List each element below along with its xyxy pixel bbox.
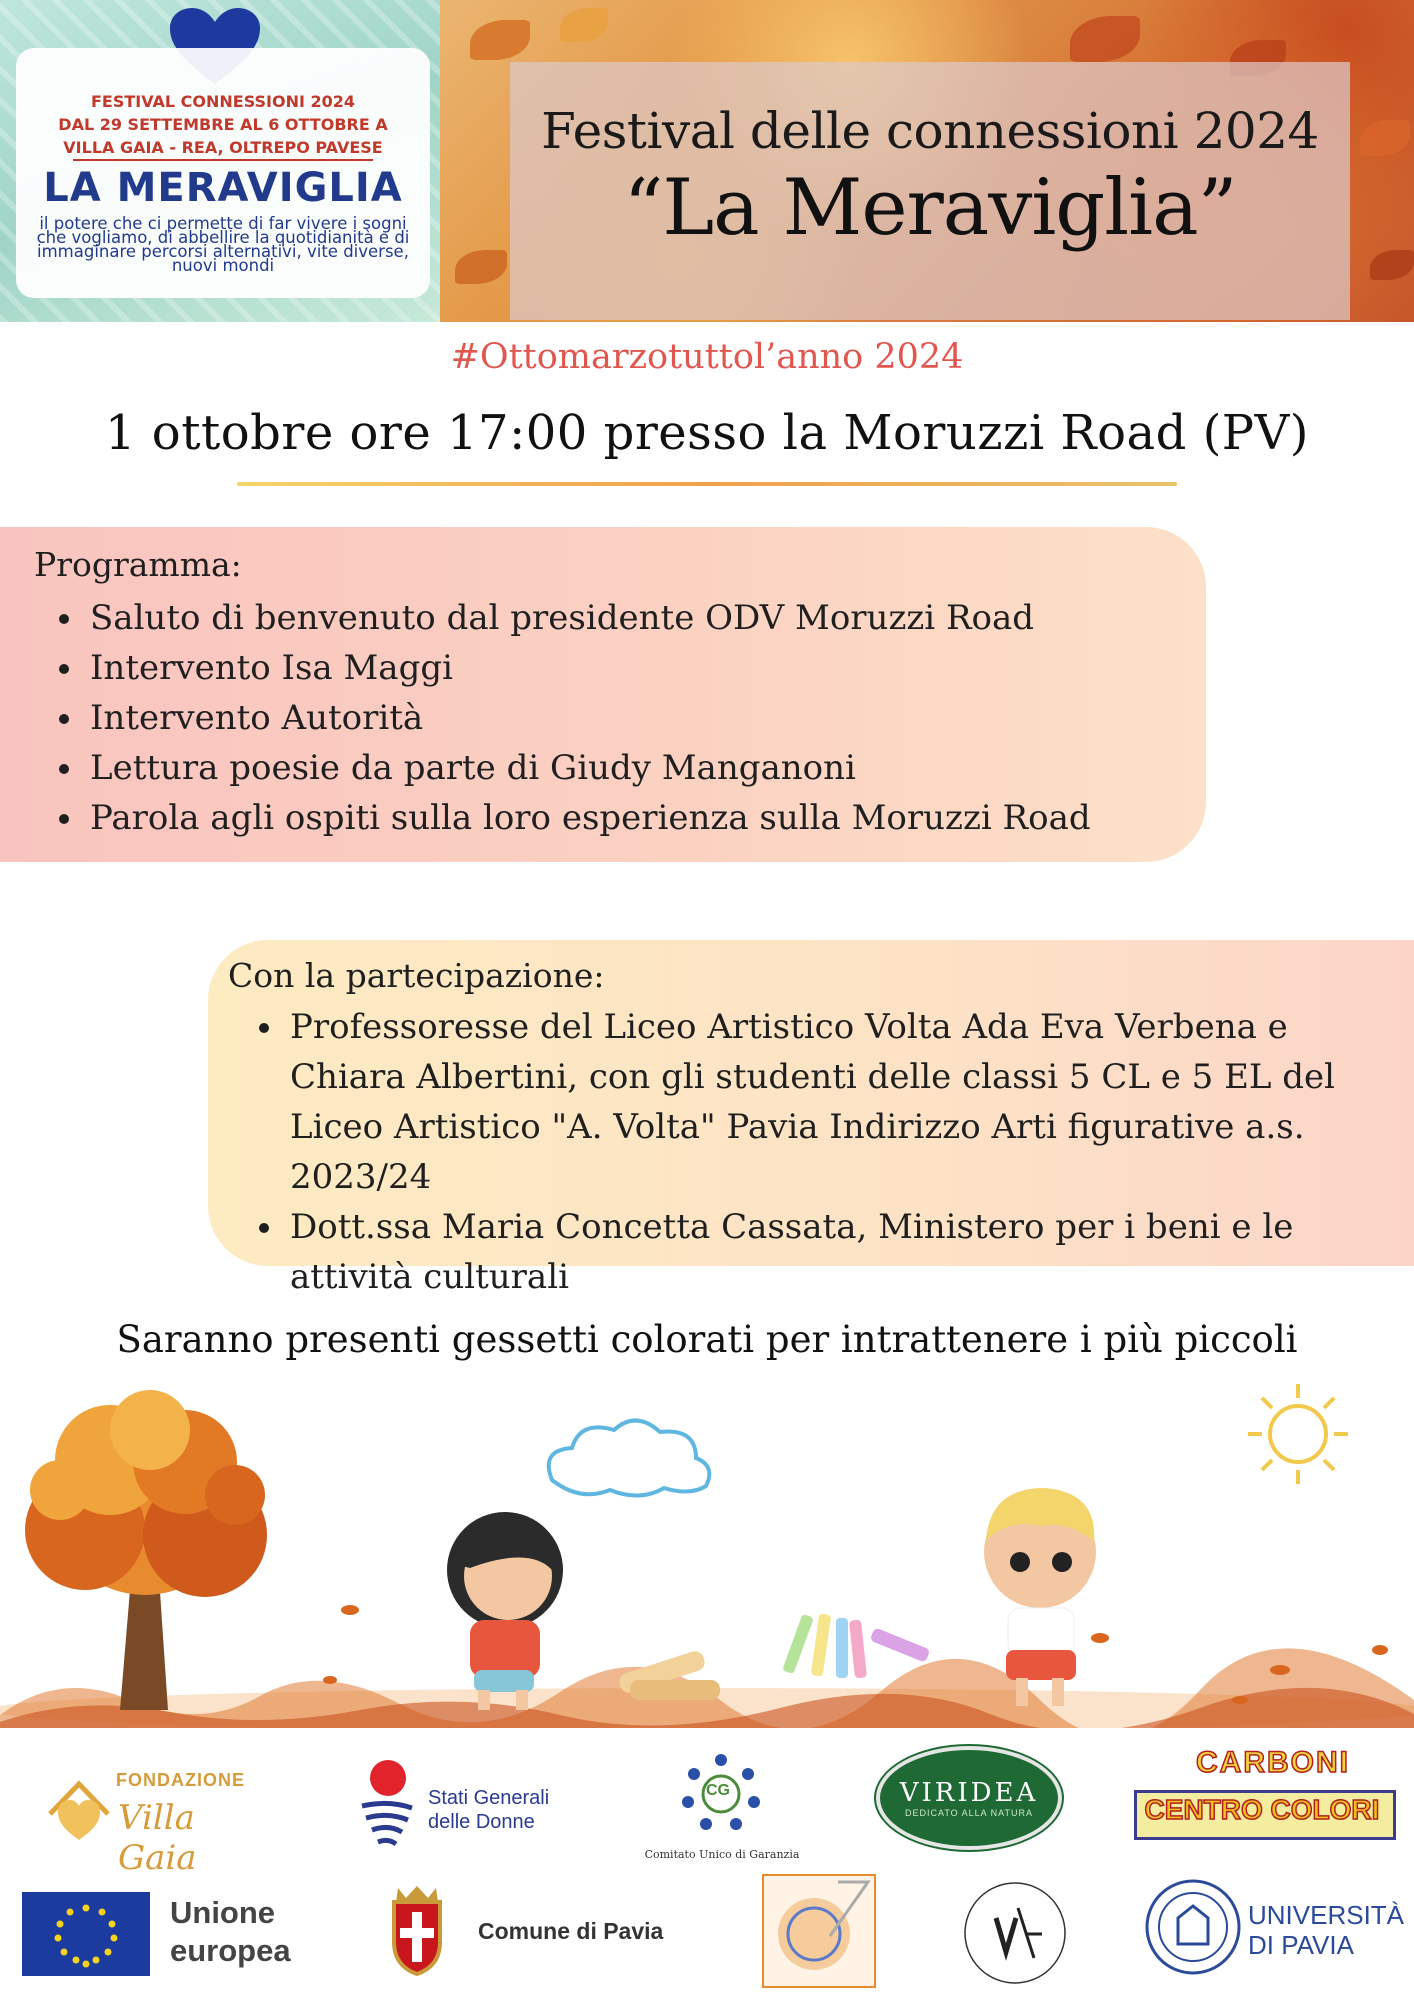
- logs-icon: [617, 1649, 720, 1700]
- festival-badge: [0, 0, 440, 322]
- autumn-illustration: [0, 1370, 1414, 1728]
- cug-logo: [642, 1748, 802, 1868]
- viridea-name: VIRIDEA: [899, 1778, 1039, 1808]
- badge-title: LA MERAVIGLIA: [43, 165, 403, 211]
- festival-subtitle: “La Meraviglia”: [623, 163, 1237, 253]
- list-item: • Intervento Isa Maggi: [86, 643, 1226, 693]
- list-item: • Professoresse del Liceo Artistico Volta Ada Eva Verbena e Chiara Albertini, con gli studenti delle classi 5 CL e 5 EL del Liceo Artistico "A. Volta" Pavia Indirizzo Arti figurative a.s. 2023/24: [286, 1002, 1406, 1202]
- event-datetime-location: 1 ottobre ore 17:00 presso la Moruzzi Road (PV): [105, 405, 1309, 461]
- programma-list: [40, 593, 1226, 843]
- carboni-logo: [1134, 1746, 1390, 1846]
- coat-of-arms-icon: [384, 1882, 450, 1978]
- list-item: • Lettura poesie da parte di Giudy Manganoni: [86, 743, 1226, 793]
- chalk-note: Saranno presenti gessetti colorati per intrattenere i più piccoli: [116, 1318, 1298, 1361]
- stati-generali-line1: Stati Generali: [428, 1787, 550, 1809]
- divider: [237, 482, 1177, 486]
- badge-description: il potere che ci permette di far vivere i sogni che vogliamo, di abbellire la quotidianità e di immaginare percorsi alternativi, vite diverse, nuovi mondi: [36, 214, 410, 275]
- house-heart-icon: [44, 1774, 114, 1854]
- girl-icon: [447, 1512, 563, 1710]
- badge-line3: VILLA GAIA - REA, OLTREPO PAVESE: [63, 138, 383, 157]
- stati-generali-line2: delle Donne: [428, 1811, 535, 1833]
- chalk-icon: [782, 1613, 930, 1678]
- moruzzi-road-icon: [764, 1876, 874, 1986]
- villa-gaia-bottom: Villa Gaia: [118, 1798, 197, 1878]
- list-item: • Parola agli ospiti sulla loro esperienza sulla Moruzzi Road: [86, 793, 1226, 843]
- sun-icon: [1248, 1384, 1348, 1484]
- header-banner: [0, 0, 1414, 322]
- comune-pavia-name: Comune di Pavia: [478, 1918, 664, 1944]
- list-item: • Dott.ssa Maria Concetta Cassata, Ministero per i beni e le attività culturali: [286, 1202, 1406, 1302]
- list-item: • Intervento Autorità: [86, 693, 1226, 743]
- stati-generali-logo: [356, 1756, 556, 1866]
- tree-icon: [25, 1390, 267, 1710]
- comune-pavia-logo: [384, 1882, 684, 1982]
- partecipazione-list: [240, 1002, 1406, 1302]
- stati-generali-icon: [356, 1756, 416, 1856]
- unipv-logo: [1144, 1878, 1404, 1988]
- badge-panel: [16, 48, 430, 298]
- hashtag: #Ottomarzotuttol’anno 2024: [450, 337, 964, 377]
- cloud-icon: [549, 1420, 710, 1495]
- title-panel: [510, 62, 1350, 320]
- villa-gaia-logo: [44, 1766, 264, 1878]
- eu-logo: [22, 1892, 302, 1978]
- unipv-line1: UNIVERSITÀ: [1248, 1900, 1405, 1930]
- moruzzi-road-logo: [762, 1874, 876, 1988]
- liceo-volta-logo: [960, 1878, 1070, 1988]
- partecipazione-heading: Con la partecipazione:: [228, 956, 605, 995]
- liceo-volta-icon: [960, 1878, 1070, 1988]
- festival-title: Festival delle connessioni 2024: [541, 102, 1319, 160]
- badge-line2: DAL 29 SETTEMBRE AL 6 OTTOBRE A: [58, 115, 388, 134]
- programma-heading: Programma:: [34, 545, 242, 584]
- badge-line1: FESTIVAL CONNESSIONI 2024: [90, 92, 356, 111]
- viridea-logo: [876, 1746, 1062, 1850]
- villa-gaia-top: FONDAZIONE: [116, 1770, 245, 1790]
- cug-caption: Comitato Unico di Garanzia: [644, 1848, 800, 1861]
- viridea-tagline: DEDICATO ALLA NATURA: [904, 1808, 1034, 1818]
- eu-flag-icon: [22, 1892, 150, 1976]
- eu-line1: Unione: [170, 1895, 276, 1930]
- unipv-seal-icon: [1144, 1878, 1242, 1976]
- carboni-bottom: CENTRO COLORI: [1144, 1794, 1380, 1825]
- sponsor-logos: [0, 1728, 1414, 2000]
- unipv-line2: DI PAVIA: [1248, 1930, 1354, 1960]
- list-item: • Saluto di benvenuto dal presidente ODV Moruzzi Road: [86, 593, 1226, 643]
- eu-line2: europea: [170, 1933, 291, 1968]
- cug-mark: CG: [706, 1782, 730, 1799]
- carboni-top: CARBONI: [1196, 1746, 1350, 1779]
